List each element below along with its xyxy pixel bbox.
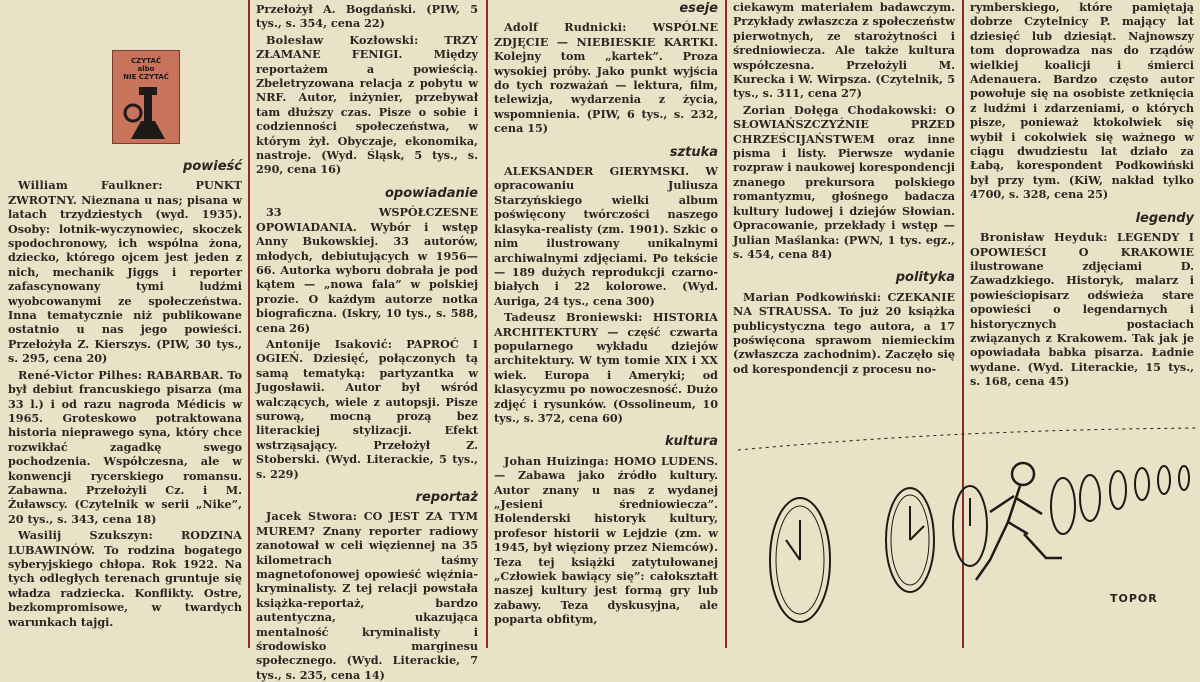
reading-figure-icon <box>113 83 179 143</box>
column-3 <box>494 0 718 648</box>
clock-runner-illustration <box>728 410 1198 648</box>
entry-text: RODZINA LUBAWINÓW. To rodzina bogatego syberyjskiego chłopa. Rok 1922. Na tych odległych terenach gruntuje się władza radziecka. Konflikty. Ostre, bezkompromisowe, w twardych warunkach tajgi. <box>8 528 242 629</box>
section-heading-powiesc: powieść <box>183 159 242 174</box>
entry-continuation: Przełożył A. Bogdański. (PIW, 5 tys., s. 354, cena 22) <box>256 2 478 31</box>
entry-text: HISTORIA ARCHITEKTURY — część czwarta popularnego wykładu dziejów architektury. W tym tomie XIX i XX wiek. Europa i Ameryki; od klasycyzmu po nowoczesność. Dużo zdjęć i rysunków. (Ossolineum, 10 tys., s. 372, cena 60) <box>494 310 718 425</box>
entry-continuation: ciekawym materiałem badawczym. Przykłady zwłaszcza z społeczeństw pierwotnych, ze starożytności i średniowiecza. Ale także kultura współczesna. Przełożyli M. Kurecka i W. Wirpsza. (Czytelnik, 5 tys., s. 311, cena 27) <box>733 0 955 101</box>
entry-kozlowski <box>256 33 478 177</box>
entry-text: LEGENDY I OPOWIEŚCI O KRAKOWIE ilustrowane zdjęciami D. Zawadzkiego. Historyk, malarz i powieściopisarz odświeża stare opowieści o legendarnych i historycznych postaciach związanych z Krakowem. Tak jak je opowiadała babka pisarza. Ładnie wydane. (Wyd. Literackie, 15 tys., s. 168, cena 45) <box>970 230 1194 389</box>
entry-text: PAPROĆ I OGIEŃ. Dziesięć, połączonych tą samą tematyką: partyzantka w Jugosławii. Autor był wśród walczących, wiele z autopsji. Pisze surową, mocną prozą bez literackiej stylizacji. Efekt wstrząsający. Przełożył Z. Stoberski. (Wyd. Literackie, 5 tys., s. 229) <box>256 336 478 481</box>
entry-author: Adolf Rudnicki: <box>504 20 627 35</box>
clock-icon <box>1051 466 1189 534</box>
entry-author: Marian Podkowiński: <box>743 289 882 304</box>
entry-szukszyn <box>8 528 242 629</box>
clock-icon <box>770 498 830 622</box>
entry-author: Tadeusz Broniewski: <box>504 310 643 325</box>
entry-text: RABARBAR. To był debiut francuskiego pisarza (ma 33 l.) i od razu nagroda Médicis w 1965. Groteskowo potraktowana historia nieprawego syna, który chce rozwikłać zagadkę swego pochodzenia. Współczesna, ale w konwencji rycerskiego romansu. Zabawna. Przełożyli Cz. i M. Żuławscy. (Czytelnik w serii „Nike”, 20 tys., s. 343, cena 18) <box>8 367 242 526</box>
section-heading-kultura: kultura <box>664 434 718 450</box>
entry-faulkner <box>8 178 242 365</box>
entry-chodakowski <box>733 103 955 261</box>
czytac-logo <box>112 50 180 144</box>
column-4 <box>733 0 955 404</box>
entry-33-opowiadania: 33 WSPÓŁCZESNE OPOWIADANIA. Wybór i wstęp Anny Bukowskiej. 33 autorów, młodych, debiutujących w 1956—66. Autorka wyboru dobrała je pod kątem — „nowa fala” w polskiej prozie. O każdym autorze notka biograficzna. (Iskry, 10 tys., s. 588, cena 26) <box>256 205 478 335</box>
clock-icon <box>953 486 987 566</box>
column-rule <box>248 0 250 648</box>
entry-text: TRZY ZŁAMANE FENIGI. Między reportażem a powieścią. Zbeletryzowana relacja z pobytu w NRF. Autor, inżynier, przebywał tam dłuższy czas. Pisze o sobie i codzienności społeczeństwa, w którym żył. Obyczaje, ekonomika, nastroje. (Wyd. Śląsk, 5 tys., s. 290, cena 16) <box>256 32 478 177</box>
section-heading-eseje: eseje <box>679 1 718 16</box>
section-heading-sztuka: sztuka <box>669 144 718 160</box>
section-heading-reportaz: reportaż <box>415 490 478 505</box>
section-heading-opowiadanie: opowiadanie <box>384 185 478 201</box>
logo-line-2: albo <box>137 65 155 73</box>
entry-heyduk <box>970 230 1194 388</box>
logo-line-1: CZYTAĆ <box>130 57 162 65</box>
entry-rudnicki <box>494 20 718 135</box>
runner-figure-icon <box>976 463 1062 580</box>
entry-author: William Faulkner: <box>18 178 163 193</box>
entry-text: WSPÓLNE ZDJĘCIE — NIEBIESKIE KARTKI. Kolejny tom „kartek”. Proza wysokiej próby. Jako punkt wyjścia do tych rozważań — lektura, film, telewizja, wydarzenia z życia, wspomnienia. (PIW, 6 tys., s. 232, cena 15) <box>494 20 718 136</box>
entry-author: Bolesław Kozłowski: <box>266 32 419 47</box>
entry-stwora <box>256 509 478 682</box>
entry-huizinga <box>494 454 718 627</box>
entry-text: O SŁOWIAŃSZCZYŹNIE PRZED CHRZEŚCIJAŃSTWEM oraz inne pisma i listy. Pierwsze wydanie rozpraw i naukowej korespondencji znanego prekursora polskiego romantyzmu, głośnego badacza kultury ludowej i dziejów Słowian. Opracowanie, przekłady i wstęp — Julian Maślanka: (PWN, 1 tys. egz., s. 454, cena 84) <box>733 102 955 261</box>
column-rule <box>486 0 488 648</box>
entry-gierymski: ALEKSANDER GIERYMSKI. W opracowaniu Juliusza Starzyńskiego wielki album poświęcony twórczości naszego klasyka-realisty (zm. 1901). Szkic o nim ilustrowany unikalnymi archiwalnymi zdjęciami. Po tekście — 189 dużych reprodukcji czarno-białych i 22 kolorowe. (Wyd. Auriga, 24 tys., cena 300) <box>494 164 718 308</box>
entry-author: Antonije Isaković: <box>266 336 393 351</box>
ground-line <box>738 428 1198 450</box>
column-1 <box>8 150 242 648</box>
entry-text: CO JEST ZA TYM MUREM? Znany reporter radiowy zanotował w celi więziennej na 35 kilometrach taśmy magnetofonowej opowieść więźnia-kryminalisty. Z tej relacji powstała książka-reportaż, bardzo autentyczna, ukazująca mentalność kryminalisty i środowisko marginesu społecznego. (Wyd. Literackie, 7 tys., s. 235, cena 14) <box>256 509 478 682</box>
entry-author: Zorian Dołęga Chodakowski: <box>743 102 937 117</box>
artist-signature: TOPOR <box>1110 592 1158 605</box>
column-5 <box>970 0 1194 404</box>
entry-podkowinski <box>733 290 955 376</box>
entry-author: Jacek Stwora: <box>266 509 358 524</box>
entry-author: René-Victor Pilhes: <box>18 367 143 382</box>
column-2 <box>256 2 478 682</box>
entry-pilhes <box>8 368 242 526</box>
column-rule <box>725 0 727 648</box>
clock-icon <box>886 488 934 592</box>
section-heading-legendy: legendy <box>1135 210 1194 226</box>
entry-isakovic <box>256 337 478 481</box>
logo-line-3: NIE CZYTAĆ <box>123 73 169 81</box>
entry-author: Wasilij Szukszyn: <box>18 528 153 543</box>
section-heading-polityka: polityka <box>895 270 955 286</box>
entry-text: HOMO LUDENS. — Zabawa jako źródło kultury. Autor znany u nas z wydanej „Jesieni średniowiecza”. Holenderski historyk kultury, profesor historii w Lejdzie (zm. w 1945, był więziony przez Niemców). Teza tej książki zatytułowanej „Człowiek bawiący się”: całokształt naszej kultury jest formą gry lub zabawy. Teza dyskusyjna, ale poparta obfitym, <box>494 453 718 627</box>
entry-author: Bronisław Heyduk: <box>980 230 1108 245</box>
entry-text: CZEKANIE NA STRAUSSA. To już 20 książka publicystyczna tego autora, a 17 poświęcona sprawom niemieckim (zwłaszcza zachodnim). Zaczęło się od korespondencji z procesu no- <box>733 289 955 376</box>
entry-author: Johan Huizinga: <box>504 453 609 468</box>
entry-text: PUNKT ZWROTNY. Nieznana u nas; pisana w latach trzydziestych (wyd. 1935). Osoby: lotnik-wyczynowiec, skoczek spodochronowy, ich wspólna żona, dziecko, którego ojcem jest jeden z nich, mechanik Jiggs i reporter zafascynowany tymi ludźmi wyobcowanymi ze społeczeństwa. Inna tematycznie niż publikowane ostatnio u nas jego powieści. Przełożyła Z. Kierszys. (PIW, 30 tys., s. 295, cena 20) <box>8 178 242 366</box>
entry-broniewski <box>494 310 718 425</box>
entry-continuation: rymberskiego, które pamiętają dobrze Czytelnicy P. mający lat dziesięć lub dziesiąt. Najnowszy tom doprowadza nas do rządów wielkiej koalicji i śmierci Adenauera. Bardzo często autor powołuje się na osobiste zetknięcia z ludźmi i zdarzeniami, o których pisze, ponieważ ktokolwiek się wybił i cokolwiek się ważnego w ciągu dwudziestu lat działo za Łabą, korespondent Podkowiński był przy tym. (KiW, nakład tylko 4700, s. 328, cena 25) <box>970 0 1194 202</box>
